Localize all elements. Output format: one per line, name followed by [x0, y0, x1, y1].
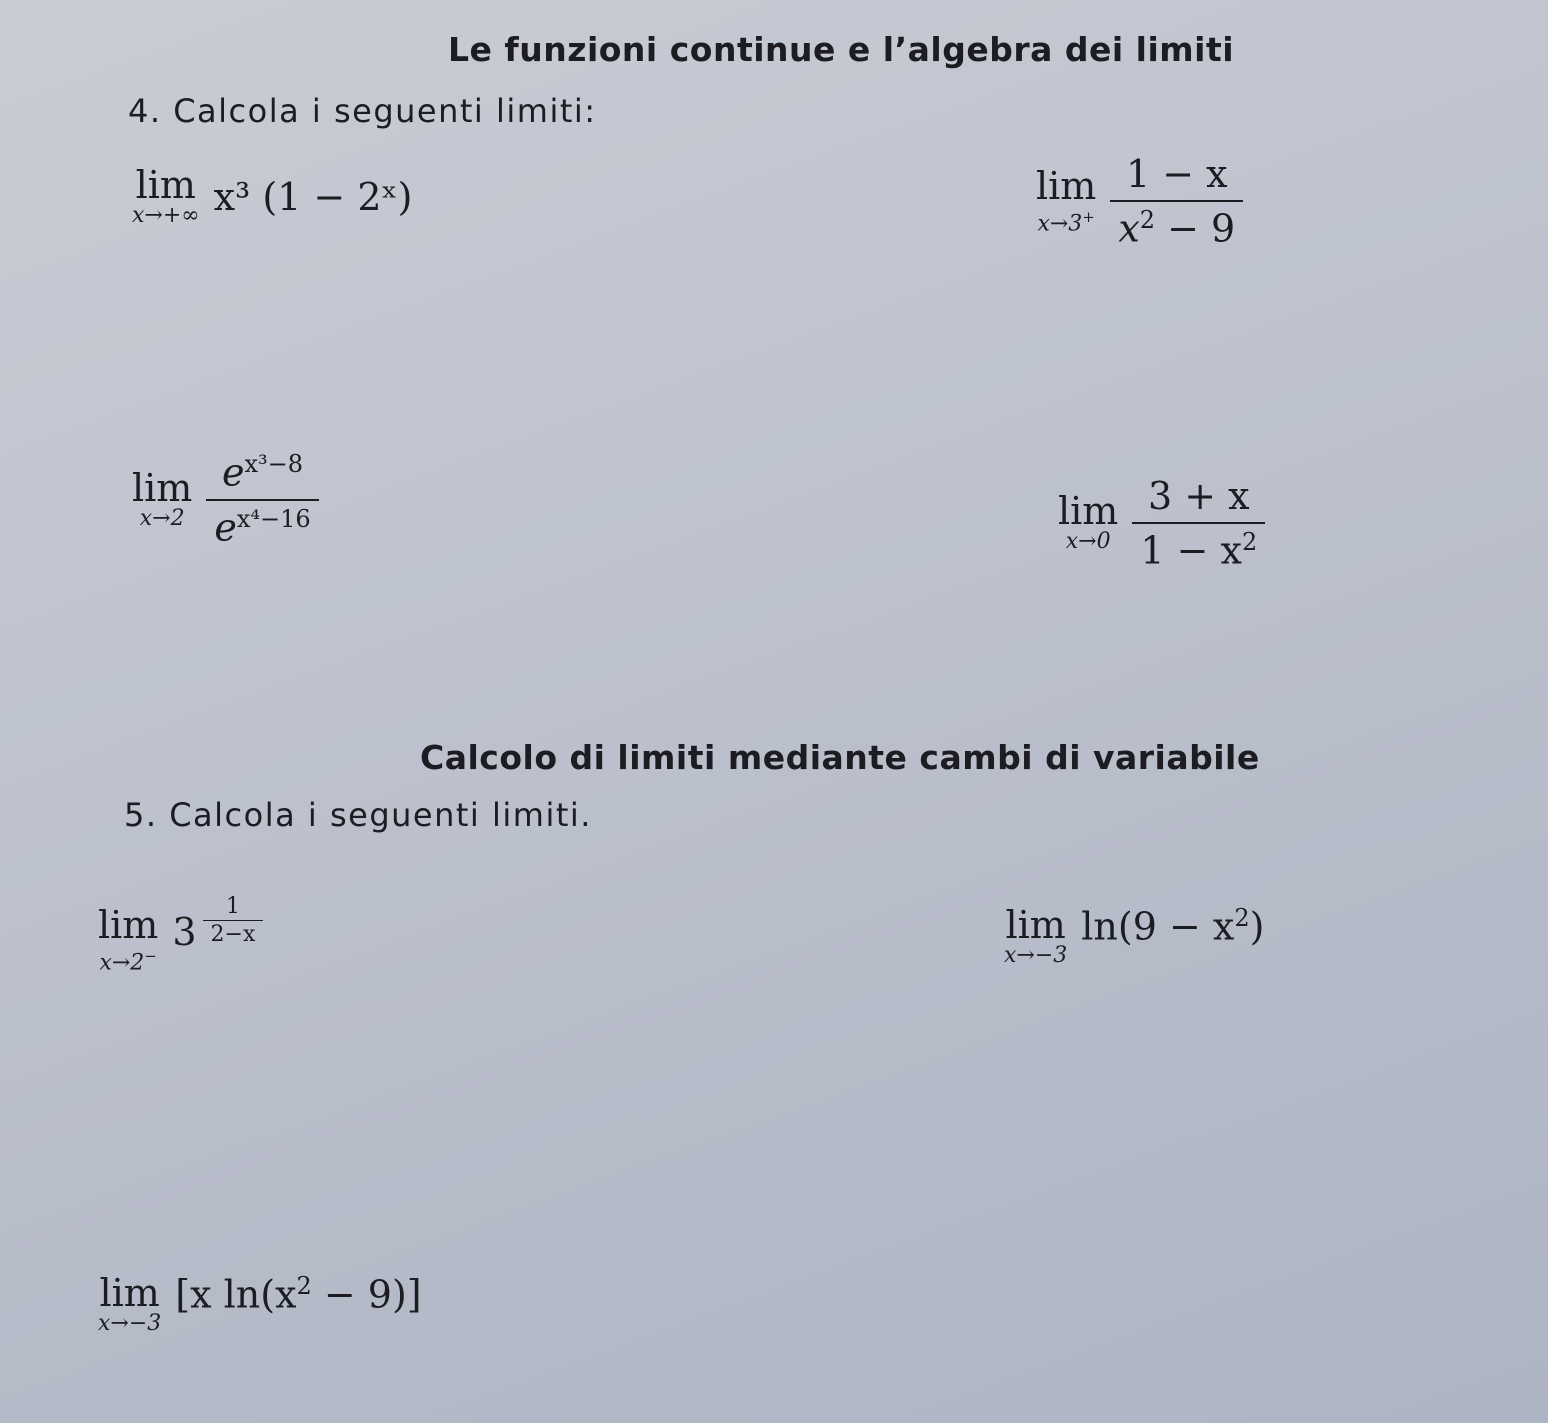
lim-operator — [1004, 903, 1068, 968]
den-pre: 1 − x — [1140, 528, 1242, 573]
den-exponent: 2 — [1241, 528, 1258, 556]
expr-pre: ln(9 − x — [1081, 904, 1235, 949]
den-base: x — [1118, 206, 1140, 251]
den-base: e — [214, 505, 237, 550]
lim-subscript: x→+∞ — [132, 203, 200, 228]
expr-post: − 9)] — [311, 1272, 422, 1317]
lim-operator — [98, 903, 159, 976]
lim-subscript: x→−3 — [98, 1311, 162, 1336]
expr-pre: [x ln(x — [175, 1272, 297, 1317]
exponent-denominator: 2−x — [203, 920, 264, 947]
denominator — [1132, 522, 1265, 573]
numerator — [214, 450, 311, 499]
lim-operator — [1036, 163, 1097, 236]
limit-5a — [98, 894, 263, 976]
exercise-5-prompt: 5. Calcola i seguenti limiti. — [124, 796, 592, 834]
num-base: e — [221, 450, 245, 495]
lim-word: lim — [135, 163, 196, 207]
lim-word: lim — [132, 465, 193, 510]
lim-word: lim — [1005, 903, 1066, 947]
lim-word: lim — [99, 1271, 160, 1315]
lim-word: lim — [1058, 489, 1119, 534]
lim-operator — [98, 1271, 162, 1336]
lim-subscript-text: x→2 — [99, 950, 145, 976]
den-exponent: x⁴−16 — [236, 504, 311, 533]
fraction — [206, 450, 318, 549]
lim-operator — [132, 163, 200, 228]
limit-4d — [1058, 474, 1265, 573]
numerator: 1 − x — [1125, 152, 1228, 196]
section-title-change-of-variable: Calcolo di limiti mediante cambi di variabile — [420, 738, 1260, 777]
lim-subscript-sup: + — [1082, 207, 1095, 226]
lim-subscript: x→2 — [139, 505, 185, 531]
section-title-continuous-functions: Le funzioni continue e l’algebra dei limiti — [448, 30, 1235, 69]
den-exponent: 2 — [1139, 206, 1156, 234]
fraction — [1110, 152, 1243, 251]
lim-operator — [132, 465, 193, 531]
lim-subscript: x→−3 — [1004, 943, 1068, 968]
limit-4c — [132, 450, 319, 549]
num-exponent: x³−8 — [244, 450, 304, 478]
limit-5c — [98, 1271, 422, 1336]
expr-post: ) — [1249, 904, 1265, 949]
limit-5b — [1004, 903, 1265, 968]
lim-subscript: x→0 — [1065, 529, 1111, 555]
expr-exponent: 2 — [296, 1271, 312, 1300]
limit-expression — [175, 1272, 421, 1317]
denominator — [1110, 200, 1243, 251]
fraction — [1132, 474, 1265, 573]
exercise-4-prompt: 4. Calcola i seguenti limiti: — [128, 92, 597, 130]
lim-word: lim — [1036, 163, 1097, 208]
lim-subscript — [1037, 205, 1094, 236]
lim-word: lim — [98, 903, 159, 947]
power-base: 3 — [172, 909, 197, 954]
exponent-numerator: 1 — [225, 894, 240, 920]
lim-operator — [1058, 489, 1119, 555]
limit-expression: x³ (1 − 2ˣ) — [213, 175, 413, 219]
denominator — [206, 499, 318, 550]
lim-subscript — [99, 944, 156, 975]
limit-4b — [1036, 152, 1243, 251]
limit-expression — [1081, 904, 1264, 949]
limit-4a — [132, 163, 413, 228]
exponent-fraction — [203, 894, 264, 947]
numerator: 3 + x — [1147, 474, 1250, 518]
lim-subscript-text: x→3 — [1037, 210, 1083, 236]
expr-exponent: 2 — [1234, 903, 1250, 932]
den-rest: − 9 — [1155, 206, 1236, 251]
lim-subscript-sup: − — [144, 947, 157, 965]
